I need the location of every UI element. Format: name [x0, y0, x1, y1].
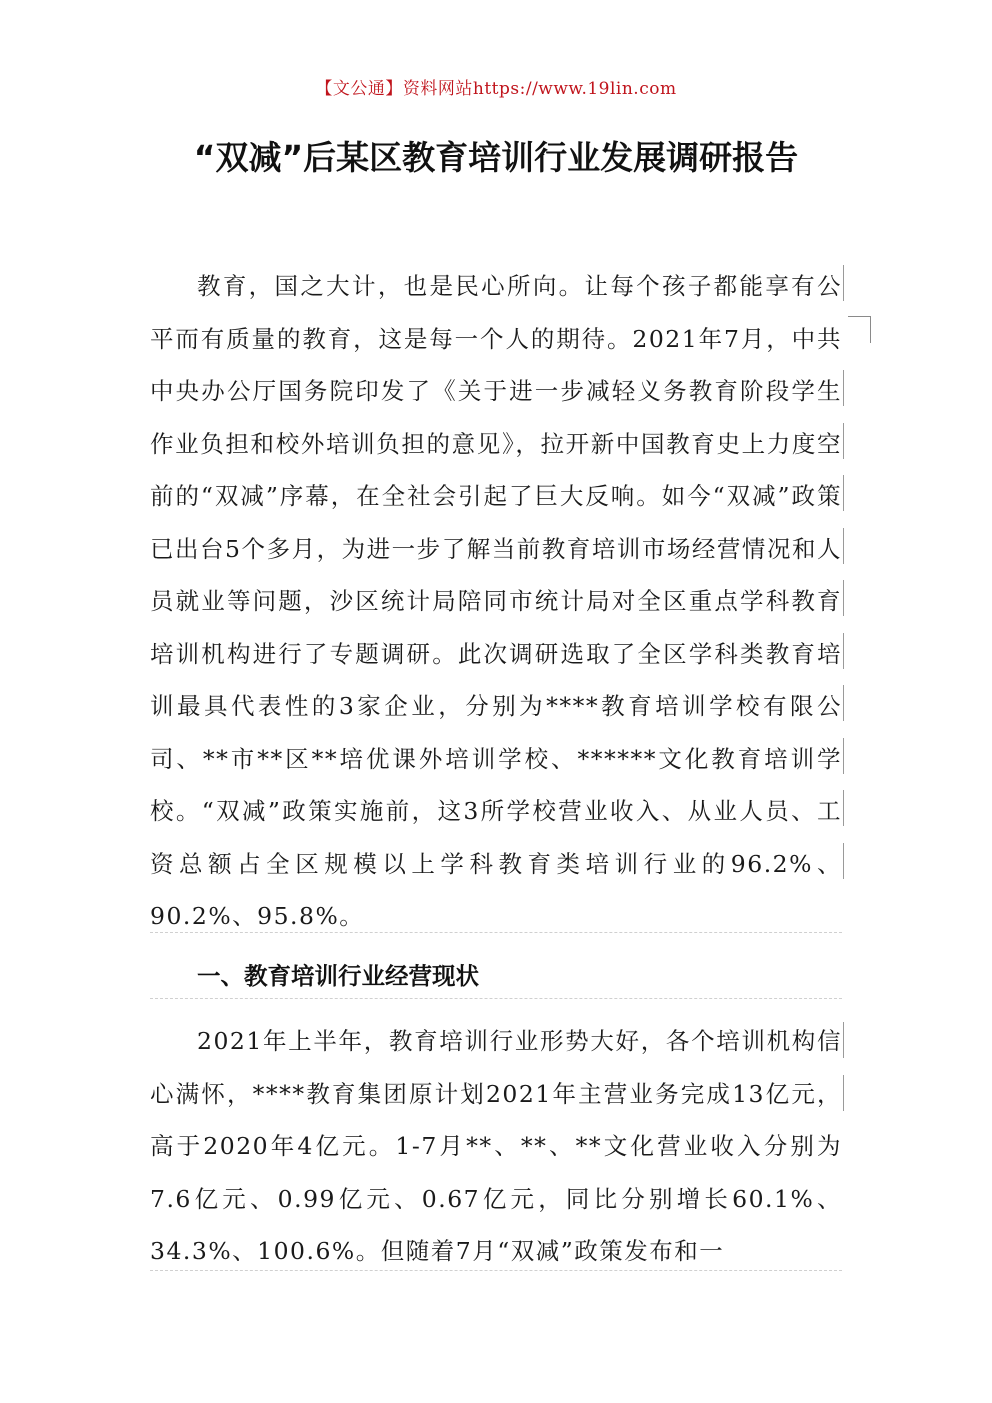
line-end-marker	[843, 633, 844, 669]
line-end-marker	[843, 738, 844, 774]
line-end-marker	[843, 685, 844, 721]
line-end-marker	[843, 580, 844, 616]
line-end-marker	[843, 265, 844, 301]
line-end-marker	[843, 1022, 844, 1058]
line-end-marker	[843, 843, 844, 879]
intro-paragraph: 教育，国之大计，也是民心所向。让每个孩子都能享有公平而有质量的教育，这是每一个人的期待。2021年7月，中共中央办公厅国务院印发了《关于进一步减轻义务教育阶段学生作业负担和校外培训负担的意见》，拉开新中国教育史上力度空前的“双减”序幕，在全社会引起了巨大反响。如今“双减”政策已出台5个多月，为进一步了解当前教育培训市场经营情况和人员就业等问题，沙区统计局陪同市统计局对全区重点学科教育培训机构进行了专题调研。此次调研选取了全区学科类教育培训最具代表性的3家企业，分别为****教育培训学校有限公司、**市**区**培优课外培训学校、******文化教育培训学校。“双减”政策实施前，这3所学校营业收入、从业人员、工资总额占全区规模以上学科教育类培训行业的96.2%、90.2%、95.8%。	[150, 272, 842, 930]
document-title: “双减”后某区教育培训行业发展调研报告	[193, 138, 799, 177]
line-end-marker	[843, 475, 844, 511]
margin-corner-mark	[848, 316, 871, 343]
line-separator	[150, 932, 842, 933]
line-separator	[150, 998, 842, 999]
line-end-marker	[843, 1075, 844, 1111]
section-1-paragraph: 2021年上半年，教育培训行业形势大好，各个培训机构信心满怀，****教育集团原计划2021年主营业务完成13亿元，高于2020年4亿元。1-7月**、**、**文化营业收入分别为7.6亿元、0.99亿元、0.67亿元，同比分别增长60.1%、34.3%、100.6%。但随着7月“双减”政策发布和一	[150, 1027, 842, 1265]
section-heading-1: 一、教育培训行业经营现状	[197, 962, 479, 990]
site-watermark-header: 【文公通】资料网站https://www.19lin.com	[315, 79, 677, 99]
line-end-marker	[843, 370, 844, 406]
line-separator	[150, 1270, 842, 1271]
line-end-marker	[843, 790, 844, 826]
line-end-marker	[843, 423, 844, 459]
line-end-marker	[843, 528, 844, 564]
